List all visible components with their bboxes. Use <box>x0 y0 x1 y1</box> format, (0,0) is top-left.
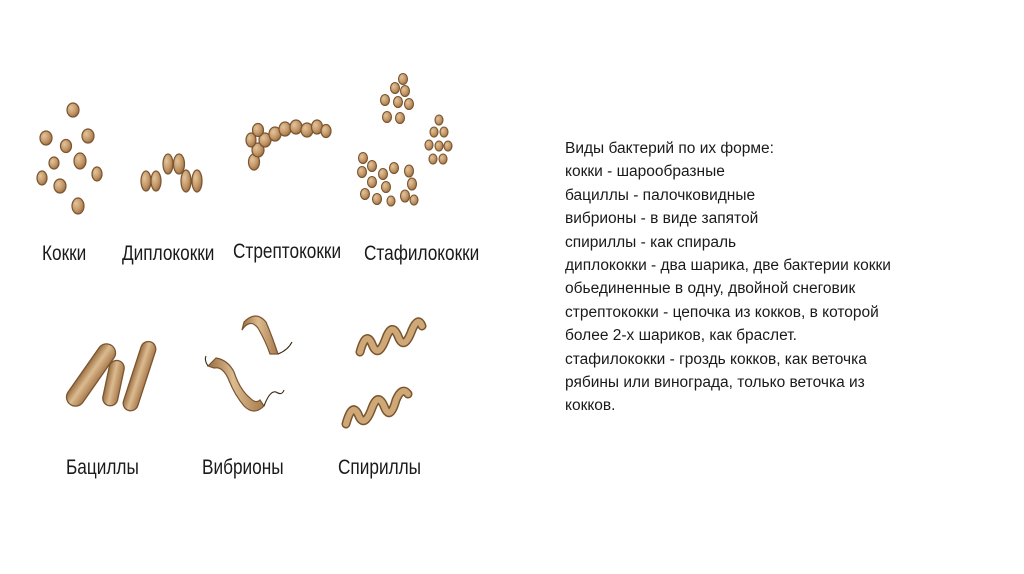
text-line: бациллы - палочковидные <box>565 186 756 204</box>
cocci-cluster <box>37 103 102 214</box>
text-line: спириллы - как спираль <box>565 233 737 251</box>
text-line: кокков. <box>565 397 616 415</box>
diplococci-cluster <box>141 154 202 192</box>
text-line: вибрионы - в виде запятой <box>565 210 759 228</box>
text-line: стрептококки - цепочка из кокков, в которой <box>565 303 879 321</box>
label-bacilli: Бациллы <box>66 456 139 479</box>
bacilli-rods <box>63 340 158 413</box>
text-line: Виды бактерий по их форме: <box>565 140 774 157</box>
label-vibrios: Вибрионы <box>202 456 284 479</box>
label-streptococci: Стрептококки <box>233 240 342 263</box>
label-spirilla: Спириллы <box>338 456 422 479</box>
bacteria-shapes-figure <box>20 60 490 520</box>
label-staphylococci: Стафилококки <box>364 242 480 265</box>
streptococci-chain <box>246 120 331 170</box>
text-line: стафилококки - гроздь кокков, как веточка <box>565 350 867 368</box>
spirilla-cells <box>346 322 422 424</box>
text-line: обьединенные в одну, двойной снеговик <box>565 280 856 298</box>
text-line: кокки - шарообразные <box>565 163 725 181</box>
bacteria-illustration <box>20 60 490 520</box>
text-line: более 2-х шариков, как браслет. <box>565 327 797 345</box>
description-text <box>565 137 965 418</box>
staphylococci-cluster <box>358 74 453 207</box>
label-cocci: Кокки <box>42 242 87 265</box>
label-diplococci: Диплококки <box>122 242 215 265</box>
text-line: рябины или винограда, только веточка из <box>565 374 865 392</box>
vibrio-cells <box>205 316 292 411</box>
text-line: диплококки - два шарика, две бактерии кокки <box>565 257 891 275</box>
